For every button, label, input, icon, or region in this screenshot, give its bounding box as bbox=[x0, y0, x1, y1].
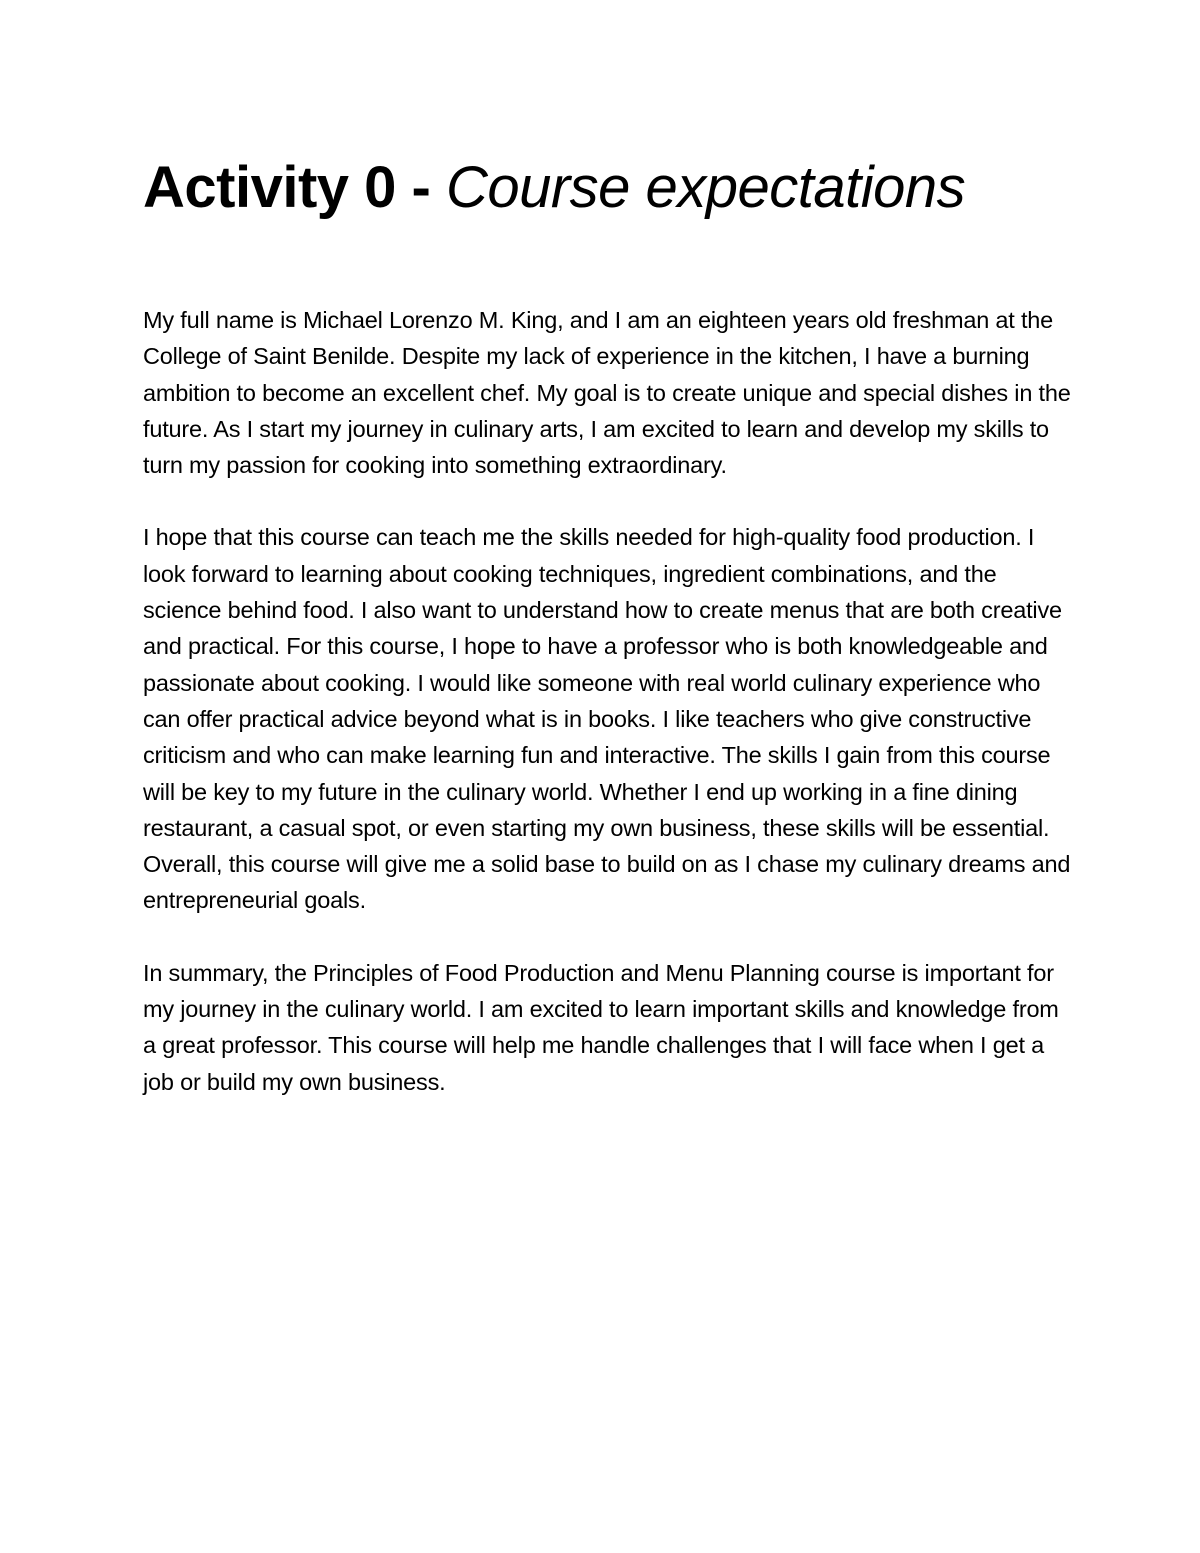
document-content bbox=[143, 148, 1073, 1100]
paragraph-summary: In summary, the Principles of Food Production and Menu Planning course is important for my journey in the culinary world. I am excited to learn important skills and knowledge from a great professor. This course will help me handle challenges that I will face when I get a job or build my own business. bbox=[143, 959, 1059, 1095]
paragraph-expectations: I hope that this course can teach me the skills needed for high-quality food production. I look forward to learning about cooking techniques, ingredient combinations, and the science behind food. I also want to understand how to create menus that are both creative and practical. For this course, I hope to have a professor who is both knowledgeable and passionate about cooking. I would like someone with real world culinary experience who can offer practical advice beyond what is in books. I like teachers who give constructive criticism and who can make learning fun and interactive. The skills I gain from this course will be key to my future in the culinary world. Whether I end up working in a fine dining restaurant, a casual spot, or even starting my own business, these skills will be essential. Overall, this course will give me a solid base to build on as I chase my culinary dreams and entrepreneurial goals. bbox=[143, 524, 1071, 914]
document-title bbox=[143, 148, 1073, 228]
paragraph-introduction: My full name is Michael Lorenzo M. King, and I am an eighteen years old freshman at the College of Saint Benilde. Despite my lack of experience in the kitchen, I have a burning ambition to become an excellent chef. My goal is to create unique and special dishes in the future. As I start my journey in culinary arts, I am excited to learn and develop my skills to turn my passion for cooking into something extraordinary. bbox=[143, 307, 1071, 479]
document-title-main: Activity 0 - bbox=[143, 155, 446, 220]
document-title-subtitle: Course expectations bbox=[445, 155, 966, 220]
